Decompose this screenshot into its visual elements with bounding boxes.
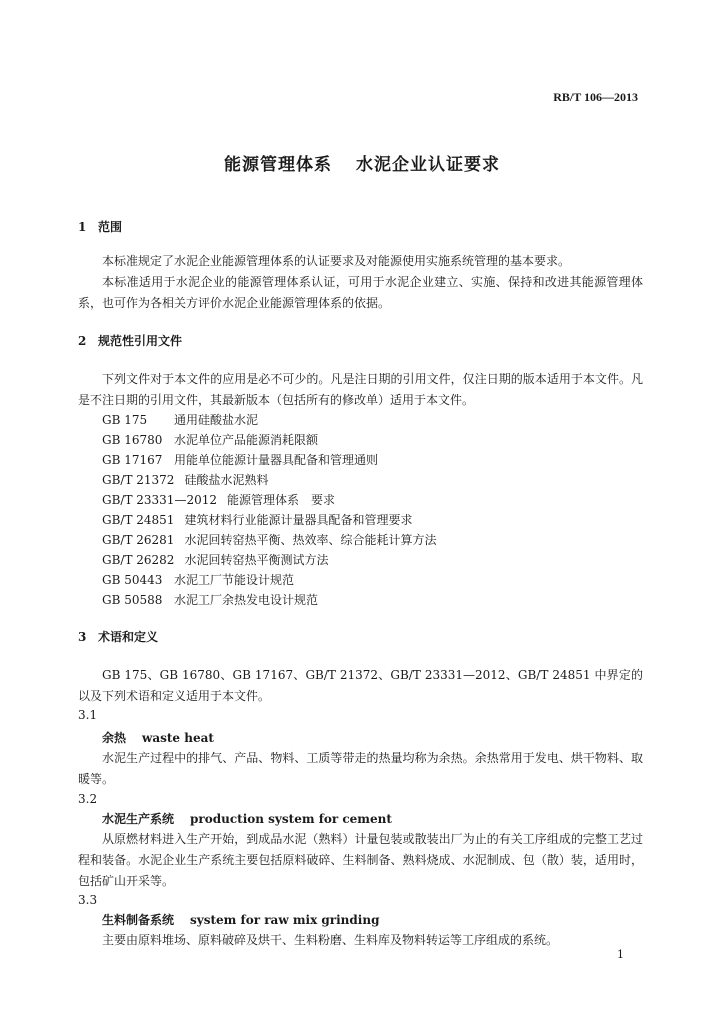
document-title xyxy=(0,150,724,175)
reference-item xyxy=(102,550,328,570)
reference-name: 能源管理体系 要求 xyxy=(226,493,335,507)
section-2-heading xyxy=(78,332,182,349)
reference-name: 水泥回转窑热平衡、热效率、综合能耗计算方法 xyxy=(184,533,437,547)
reference-item xyxy=(102,510,412,530)
reference-name: 硅酸盐水泥熟料 xyxy=(184,473,269,487)
reference-code: GB/T 23331—2012 xyxy=(102,493,217,507)
reference-item xyxy=(102,410,258,430)
reference-item xyxy=(102,530,436,550)
section-number: 1 xyxy=(78,220,87,234)
reference-name: 建筑材料行业能源计量器具配备和管理要求 xyxy=(184,513,413,527)
section-1-paragraph-2: 本标准适用于水泥企业的能源管理体系认证，可用于水泥企业建立、实施、保持和改进其能源管理体系，也可作为各相关方评价水泥企业能源管理体系的依据。 xyxy=(78,275,643,310)
title-part-2: 水泥企业认证要求 xyxy=(356,155,500,175)
reference-item xyxy=(102,570,294,590)
reference-code: GB/T 24851 xyxy=(102,513,175,527)
section-number: 3 xyxy=(78,630,87,644)
reference-name: 通用硅酸盐水泥 xyxy=(174,413,259,427)
reference-code: GB 50443 xyxy=(102,573,163,587)
term-number: 3.1 xyxy=(78,708,98,722)
reference-code: GB/T 21372 xyxy=(102,473,175,487)
reference-name: 水泥单位产品能源消耗限额 xyxy=(174,433,319,447)
reference-code: GB 17167 xyxy=(102,453,163,467)
term-en: production system for cement xyxy=(190,812,392,826)
section-title: 规范性引用文件 xyxy=(98,334,183,348)
reference-code: GB 50588 xyxy=(102,593,163,607)
section-3-heading xyxy=(78,628,158,645)
reference-name: 用能单位能源计量器具配备和管理通则 xyxy=(174,453,379,467)
term-definition: 从原燃材料进入生产开始，到成品水泥（熟料）计量包装或散装出厂为止的有关工序组成的完整工艺过程和装备。水泥企业生产系统主要包括原料破碎、生料制备、熟料烧成、水泥制成、包（散）装，适用时，包括矿山开采等。 xyxy=(78,832,643,888)
section-1-heading xyxy=(78,218,122,235)
term-definition: 主要由原料堆场、原料破碎及烘干、生料粉磨、生料库及物料转运等工序组成的系统。 xyxy=(102,933,559,947)
reference-name: 水泥工厂节能设计规范 xyxy=(174,573,295,587)
term-heading xyxy=(102,729,214,746)
reference-code: GB/T 26282 xyxy=(102,553,175,567)
section-title: 范围 xyxy=(98,220,123,234)
term-zh: 余热 xyxy=(102,731,127,745)
term-definition: 水泥生产过程中的排气、产品、物料、工质等带走的热量均称为余热。余热常用于发电、烘干物料、取暖等。 xyxy=(78,751,643,786)
standard-code: RB/T 106—2013 xyxy=(553,90,638,104)
reference-code: GB/T 26281 xyxy=(102,533,175,547)
term-heading xyxy=(102,911,379,928)
term-number: 3.2 xyxy=(78,792,98,806)
term-en: waste heat xyxy=(142,731,214,745)
section-number: 2 xyxy=(78,334,87,348)
section-1-paragraph-1: 本标准规定了水泥企业能源管理体系的认证要求及对能源使用实施系统管理的基本要求。 xyxy=(102,254,571,268)
term-zh: 水泥生产系统 xyxy=(102,812,175,826)
reference-item xyxy=(102,470,268,490)
reference-item xyxy=(102,490,335,510)
reference-code: GB 175 xyxy=(102,413,148,427)
reference-name: 水泥回转窑热平衡测试方法 xyxy=(184,553,329,567)
section-3-paragraph-1: GB 175、GB 16780、GB 17167、GB/T 21372、GB/T 23331—2012、GB/T 24851 中界定的以及下列术语和定义适用于本文件。 xyxy=(78,668,643,703)
reference-item xyxy=(102,590,318,610)
reference-item xyxy=(102,450,378,470)
reference-item xyxy=(102,430,318,450)
title-part-1: 能源管理体系 xyxy=(224,155,332,175)
term-heading xyxy=(102,810,392,827)
term-zh: 生料制备系统 xyxy=(102,913,175,927)
section-title: 术语和定义 xyxy=(98,630,159,644)
section-2-paragraph-1: 下列文件对于本文件的应用是必不可少的。凡是注日期的引用文件，仅注日期的版本适用于本文件。凡是不注日期的引用文件，其最新版本（包括所有的修改单）适用于本文件。 xyxy=(78,372,643,407)
term-en: system for raw mix grinding xyxy=(190,913,380,927)
reference-code: GB 16780 xyxy=(102,433,163,447)
reference-name: 水泥工厂余热发电设计规范 xyxy=(174,593,319,607)
term-number: 3.3 xyxy=(78,893,98,907)
page-number: 1 xyxy=(617,948,624,961)
